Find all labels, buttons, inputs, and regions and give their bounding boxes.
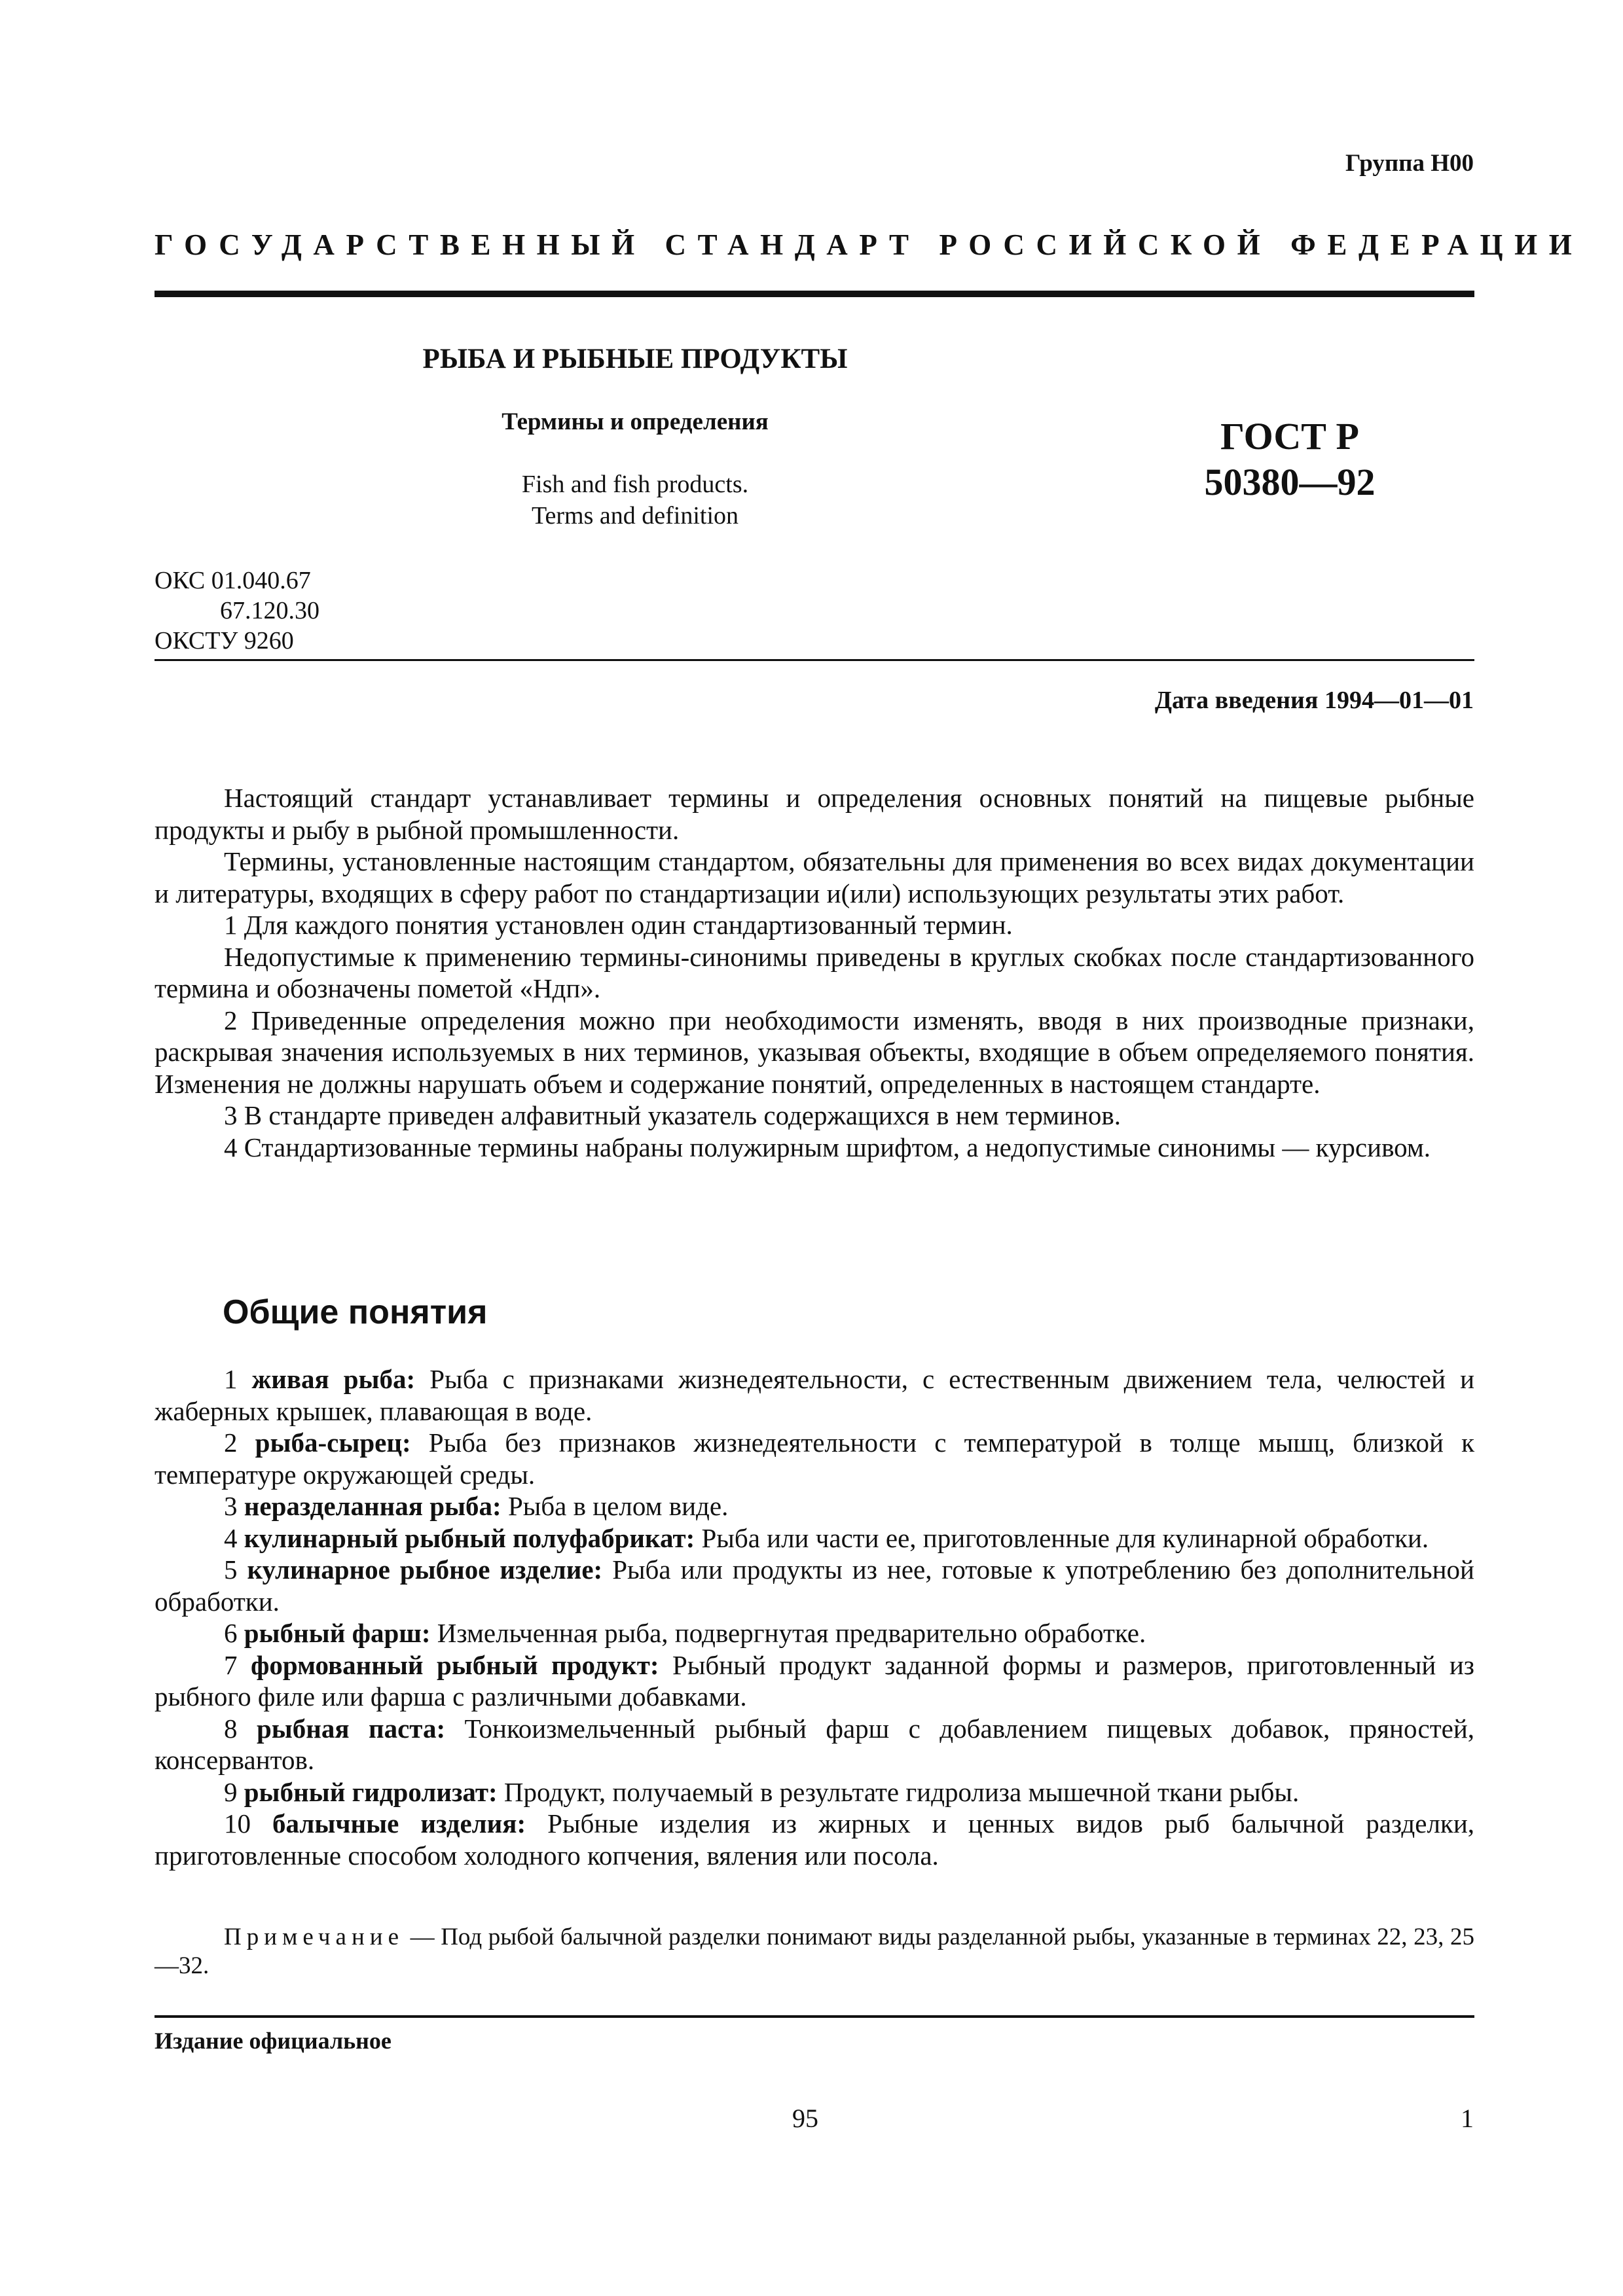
gost-number: 50380—92 [1204, 461, 1376, 503]
term-definition: Рыба без признаков жизнедеятельности с температурой в толще мышц, близкой к температуре окружающей среды. [155, 1427, 1474, 1490]
state-standard-heading: ГОСУДАРСТВЕННЫЙ СТАНДАРТ РОССИЙСКОЙ ФЕДЕРАЦИИ [155, 228, 1584, 261]
intro-paragraph: 3 В стандарте приведен алфавитный указатель содержащихся в нем терминов. [224, 1100, 1122, 1130]
term-definition: Рыбный продукт заданной формы и размеров, приготовленный из рыбного филе или фарша с различными добавками. [155, 1649, 1474, 1712]
gost-designation [1152, 414, 1427, 505]
page-number: 95 [792, 2104, 818, 2133]
title-divider [155, 659, 1474, 661]
intro-paragraph: Недопустимые к применению термины-синонимы приведены в круглых скобках после стандартизованного термина и обозначены пометой «Ндп». [155, 941, 1474, 1003]
oks-code-secondary: 67.120.30 [220, 597, 319, 624]
header-divider [155, 291, 1474, 297]
note-text: — Под рыбой балычной разделки понимают виды разделанной рыбы, указанные в терминах 22, 23, 25—32. [155, 1924, 1474, 1979]
intro-paragraph: 2 Приведенные определения можно при необходимости изменять, вводя в них производные признаки, раскрывая значения используемых в них терминов, указывая объекты, входящие в объем определяемого понятия. Изменения не должны нарушать объем и содержание понятий, определенных в настоящем стандарте. [155, 1005, 1474, 1099]
term-definition: Рыба или продукты из нее, готовые к употреблению без дополнительной обработки. [155, 1554, 1474, 1617]
term-entry [155, 1808, 1474, 1871]
term-definition: Рыба в целом виде. [507, 1491, 729, 1521]
term-definition: Рыба с признаками жизнедеятельности, с естественным движением тела, челюстей и жаберных крышек, плавающая в воде. [155, 1364, 1475, 1426]
term-name: рыбная паста: [256, 1713, 446, 1744]
term-entry [155, 1649, 1474, 1713]
term-number: 3 [224, 1491, 238, 1521]
term-number: 7 [224, 1649, 238, 1680]
intro-paragraph: 4 Стандартизованные термины набраны полужирным шрифтом, а недопустимые синонимы — курсивом. [224, 1132, 1431, 1162]
document-title: РЫБА И РЫБНЫЕ ПРОДУКТЫ [422, 344, 848, 374]
term-definition: Тонкоизмельченный рыбный фарш с добавлением пищевых добавок, пряностей, консервантов. [155, 1713, 1475, 1775]
term-name: формованный рыбный продукт: [251, 1649, 659, 1680]
term-name: неразделанная рыба: [244, 1491, 501, 1521]
english-title-line: Fish and fish products. [521, 471, 749, 498]
term-entry [155, 1617, 1474, 1649]
term-number: 2 [224, 1427, 238, 1458]
intro-paragraph: Настоящий стандарт устанавливает термины и определения основных понятий на пищевые рыбные продукты и рыбу в рыбной промышленности. [155, 783, 1474, 845]
term-number: 10 [224, 1808, 251, 1839]
classification-codes [155, 565, 319, 656]
term-name: кулинарное рыбное изделие: [247, 1554, 603, 1585]
introduction-text [155, 782, 1474, 1163]
term-number: 8 [224, 1713, 238, 1744]
term-name: балычные изделия: [272, 1808, 526, 1839]
term-entry [155, 1554, 1474, 1617]
footer-divider [155, 2015, 1474, 2018]
term-name: кулинарный рыбный полуфабрикат: [244, 1522, 695, 1553]
note [155, 1923, 1474, 1981]
term-name: рыбный фарш: [244, 1618, 431, 1648]
note-label: Примечание [224, 1924, 404, 1950]
term-entry [155, 1490, 1474, 1522]
term-entry [155, 1713, 1474, 1776]
term-definition: Измельченная рыба, подвергнутая предварительно обработке. [437, 1618, 1146, 1648]
document-subtitle: Термины и определения [501, 408, 769, 435]
term-entry [155, 1427, 1474, 1490]
group-code: Группа Н00 [1345, 150, 1474, 177]
term-number: 9 [224, 1776, 238, 1807]
intro-paragraph: 1 Для каждого понятия установлен один стандартизованный термин. [224, 910, 1013, 940]
intro-paragraph: Термины, установленные настоящим стандартом, обязательны для применения во всех видах документации и литературы, входящих в сферу работ по стандартизации и(или) использующих результаты этих работ. [155, 846, 1474, 908]
term-entry [155, 1776, 1474, 1808]
term-number: 5 [224, 1554, 238, 1585]
okstu-code: ОКСТУ 9260 [155, 627, 294, 655]
edition-label: Издание официальное [155, 2028, 392, 2054]
term-entry [155, 1522, 1474, 1554]
oks-code: ОКС 01.040.67 [155, 567, 311, 594]
term-name: рыба-сырец: [255, 1427, 411, 1458]
term-name: рыбный гидролизат: [244, 1776, 498, 1807]
gost-prefix: ГОСТ Р [1220, 415, 1359, 457]
english-title [406, 469, 864, 531]
term-entry [155, 1363, 1474, 1427]
terms-list [155, 1363, 1474, 1871]
term-definition: Продукт, получаемый в результате гидролиза мышечной ткани рыбы. [503, 1776, 1300, 1807]
term-number: 1 [224, 1364, 238, 1394]
term-number: 6 [224, 1618, 238, 1648]
term-definition: Рыба или части ее, приготовленные для кулинарной обработки. [701, 1522, 1429, 1553]
term-number: 4 [224, 1522, 238, 1553]
term-name: живая рыба: [251, 1364, 416, 1394]
term-definition: Рыбные изделия из жирных и ценных видов рыб балычной разделки, приготовленные способом холодного копчения, вяления или посола. [155, 1808, 1475, 1871]
introduction-date: Дата введения 1994—01—01 [1154, 687, 1474, 714]
section-heading: Общие понятия [223, 1293, 488, 1331]
sheet-number: 1 [1461, 2104, 1474, 2133]
english-title-line: Terms and definition [531, 502, 739, 529]
